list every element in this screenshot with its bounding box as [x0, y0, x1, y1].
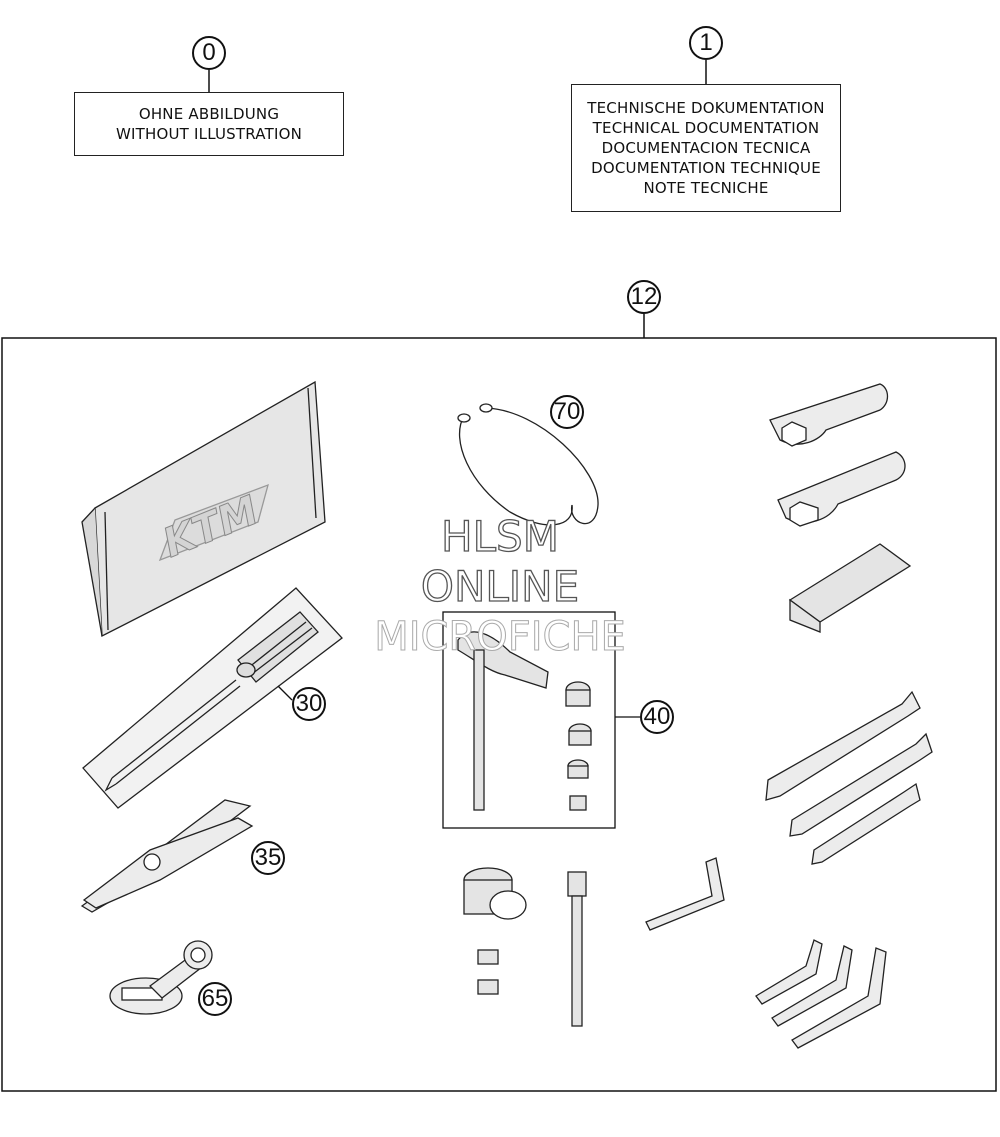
sleeve-drawing — [790, 544, 910, 632]
label-1-line-5: NOTE TECNICHE — [643, 179, 769, 197]
label-0-line-1: OHNE ABBILDUNG — [138, 105, 280, 123]
callout-1 — [689, 26, 723, 60]
l-hex-key-drawing — [646, 858, 724, 930]
callout-0-number: 0 — [202, 39, 216, 66]
socket-drawing — [464, 868, 586, 1026]
watermark-line-1: HLSM — [441, 512, 559, 561]
watermark-line-3: MICROFICHE — [374, 614, 626, 660]
callout-65-number: 65 — [201, 985, 229, 1012]
allen-keys-drawing — [756, 940, 886, 1048]
callout-12 — [627, 280, 661, 314]
label-1-line-1: TECHNISCHE DOKUMENTATION — [587, 99, 825, 117]
leader-line-30 — [278, 686, 292, 700]
open-end-wrenches-drawing — [766, 692, 932, 864]
callout-35-number: 35 — [254, 844, 282, 871]
callout-40-number: 40 — [643, 703, 671, 730]
callout-40 — [640, 700, 674, 734]
callout-70-number: 70 — [553, 398, 581, 425]
hex-key-set-drawing — [458, 632, 591, 810]
label-box-1 — [571, 84, 841, 212]
callout-65 — [198, 982, 232, 1016]
spoke-wrench-drawing — [110, 941, 212, 1014]
label-1-line-4: DOCUMENTATION TECHNIQUE — [591, 159, 821, 177]
tool-bag-logo: KTM — [156, 487, 265, 567]
ring-wrench-drawing — [770, 384, 905, 526]
label-1-line-2: TECHNICAL DOCUMENTATION — [592, 119, 820, 137]
pliers-drawing — [82, 800, 252, 912]
label-1-line-3: DOCUMENTACION TECNICA — [601, 139, 811, 157]
callout-30 — [292, 687, 326, 721]
callout-35 — [251, 841, 285, 875]
callout-0 — [192, 36, 226, 70]
label-0-line-2: WITHOUT ILLUSTRATION — [116, 125, 302, 143]
callout-1-number: 1 — [699, 29, 713, 56]
callout-30-number: 30 — [295, 690, 323, 717]
callout-70 — [550, 395, 584, 429]
watermark-line-2: ONLINE — [420, 562, 580, 611]
label-box-0 — [74, 92, 344, 156]
callout-12-number: 12 — [630, 283, 658, 310]
